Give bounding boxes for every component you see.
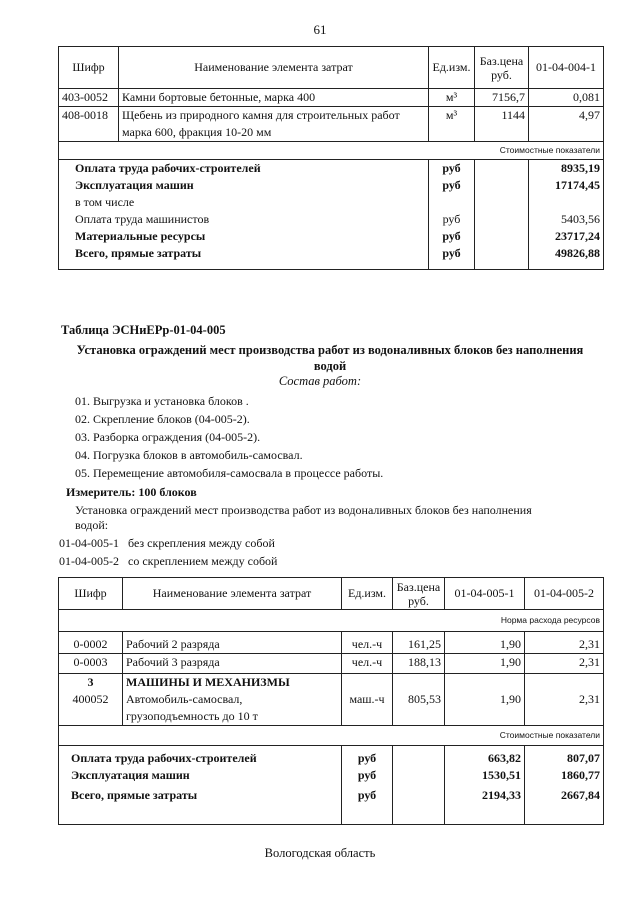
footer-region: Вологодская область (264, 846, 376, 860)
group-row (59, 674, 604, 692)
summary-row (59, 746, 604, 767)
summary-value: 8935,19 (529, 160, 604, 178)
summary-name: в том числе (59, 194, 429, 211)
row-price: 188,13 (393, 654, 445, 674)
summary-row (59, 211, 604, 228)
work-step: 02. Скрепление блоков (04-005-2). (75, 412, 250, 426)
description-line2: водой: (75, 518, 109, 532)
summary-unit: руб (342, 787, 393, 825)
col-header-price: Баз.цена руб. (393, 578, 445, 610)
row-code: 403-0052 (59, 89, 119, 107)
table-row (59, 107, 604, 142)
summary-value-2: 807,07 (525, 746, 604, 767)
row-value-2: 2,31 (525, 654, 604, 674)
summary-row (59, 767, 604, 787)
indicators-label: Стоимостные показатели (59, 142, 604, 160)
group-name: МАШИНЫ И МЕХАНИЗМЫ (123, 674, 342, 692)
summary-unit: руб (429, 245, 475, 269)
group-code: 3 (59, 674, 123, 692)
work-step: 03. Разборка ограждения (04-005-2). (75, 430, 261, 444)
summary-unit: руб (429, 160, 475, 178)
summary-value-1: 1530,51 (445, 767, 525, 787)
summary-row (59, 787, 604, 825)
row-code: 0-0002 (59, 632, 123, 654)
table-title: Таблица ЭСНиЕРр-01-04-005 (61, 323, 226, 337)
row-unit: чел.-ч (342, 654, 393, 674)
col-header-unit: Ед.изм. (429, 47, 475, 89)
summary-row (59, 194, 604, 211)
variant-code: 01-04-005-1 (59, 536, 119, 550)
summary-name: Эксплуатация машин (59, 177, 429, 194)
table-row (59, 89, 604, 107)
measure-label: Измеритель: 100 блоков (66, 485, 197, 499)
col-header-code: Шифр (59, 578, 123, 610)
col-header-code: Шифр (59, 47, 119, 89)
summary-empty (475, 177, 529, 194)
summary-empty (475, 245, 529, 269)
col-header-variant: 01-04-004-1 (529, 47, 604, 89)
composition-label: Состав работ: (278, 374, 362, 388)
table-row (59, 654, 604, 674)
summary-empty (475, 160, 529, 178)
variant-code: 01-04-005-2 (59, 554, 119, 568)
row-value-1: 1,90 (445, 654, 525, 674)
col-header-name: Наименование элемента затрат (123, 578, 342, 610)
norm-label: Норма расхода ресурсов (59, 610, 604, 632)
row-code: 0-0003 (59, 654, 123, 674)
summary-value: 23717,24 (529, 228, 604, 245)
indicators-label: Стоимостные показатели (59, 726, 604, 746)
col-header-variant-1: 01-04-005-1 (445, 578, 525, 610)
row-value-2: 2,31 (525, 632, 604, 654)
row-price: 161,25 (393, 632, 445, 654)
work-step: 01. Выгрузка и установка блоков . (75, 394, 249, 408)
variant-text: без скрепления между собой (128, 536, 275, 550)
work-step: 05. Перемещение автомобиля-самосвала в процессе работы. (75, 466, 384, 480)
section-heading-line2: водой (313, 359, 347, 373)
row-code: 400052 (59, 691, 123, 726)
work-step: 04. Погрузка блоков в автомобиль-самосвал. (75, 448, 303, 462)
row-value: 4,97 (529, 107, 604, 142)
summary-value-2: 1860,77 (525, 767, 604, 787)
summary-value: 49826,88 (529, 245, 604, 269)
row-unit: чел.-ч (342, 632, 393, 654)
col-header-unit: Ед.изм. (342, 578, 393, 610)
page-number: 61 (313, 22, 327, 37)
summary-name: Всего, прямые затраты (59, 787, 342, 825)
summary-empty (475, 194, 529, 211)
summary-name: Всего, прямые затраты (59, 245, 429, 269)
summary-unit: руб (429, 228, 475, 245)
row-value-2: 2,31 (525, 691, 604, 726)
summary-value-1: 2194,33 (445, 787, 525, 825)
row-name: Камни бортовые бетонные, марка 400 (119, 89, 429, 107)
summary-name: Материальные ресурсы (59, 228, 429, 245)
row-unit: маш.-ч (342, 691, 393, 726)
section-heading (40, 342, 620, 374)
col-header-price: Баз.цена руб. (475, 47, 529, 89)
row-code: 408-0018 (59, 107, 119, 142)
row-price: 7156,7 (475, 89, 529, 107)
row-value-1: 1,90 (445, 691, 525, 726)
row-name: Рабочий 3 разряда (123, 654, 342, 674)
summary-empty (475, 211, 529, 228)
summary-name: Оплата труда рабочих-строителей (59, 746, 342, 767)
row-value-1: 1,90 (445, 632, 525, 654)
summary-unit: руб (342, 767, 393, 787)
summary-row (59, 160, 604, 178)
summary-value (529, 194, 604, 211)
summary-unit: руб (429, 211, 475, 228)
cost-table-1 (58, 46, 604, 270)
section-heading-line1: Установка ограждений мест производства работ из водоналивных блоков без наполнения (76, 343, 584, 357)
cost-table-2 (58, 577, 604, 825)
description-line1: Установка ограждений мест производства работ из водоналивных блоков без наполнения (75, 503, 532, 517)
table-row (59, 632, 604, 654)
summary-name: Оплата труда машинистов (59, 211, 429, 228)
summary-name: Эксплуатация машин (59, 767, 342, 787)
summary-row (59, 228, 604, 245)
summary-unit: руб (429, 177, 475, 194)
row-unit: м³ (429, 107, 475, 142)
summary-unit: руб (342, 746, 393, 767)
row-unit: м³ (429, 89, 475, 107)
row-name: Щебень из природного камня для строительных работ марка 600, фракция 10-20 мм (119, 107, 429, 142)
summary-row (59, 245, 604, 269)
summary-value-1: 663,82 (445, 746, 525, 767)
summary-row (59, 177, 604, 194)
row-price: 1144 (475, 107, 529, 142)
col-header-variant-2: 01-04-005-2 (525, 578, 604, 610)
summary-value: 5403,56 (529, 211, 604, 228)
summary-value-2: 2667,84 (525, 787, 604, 825)
col-header-name: Наименование элемента затрат (119, 47, 429, 89)
variant-item (59, 553, 277, 569)
summary-value: 17174,45 (529, 177, 604, 194)
summary-empty (475, 228, 529, 245)
variant-item (59, 535, 275, 551)
row-name: Рабочий 2 разряда (123, 632, 342, 654)
summary-name: Оплата труда рабочих-строителей (59, 160, 429, 178)
row-value: 0,081 (529, 89, 604, 107)
row-price: 805,53 (393, 691, 445, 726)
table-row (59, 691, 604, 726)
summary-unit (429, 194, 475, 211)
variant-text: со скреплением между собой (128, 554, 278, 568)
row-name: Автомобиль-самосвал, грузоподъемность до 10 т (123, 691, 342, 726)
